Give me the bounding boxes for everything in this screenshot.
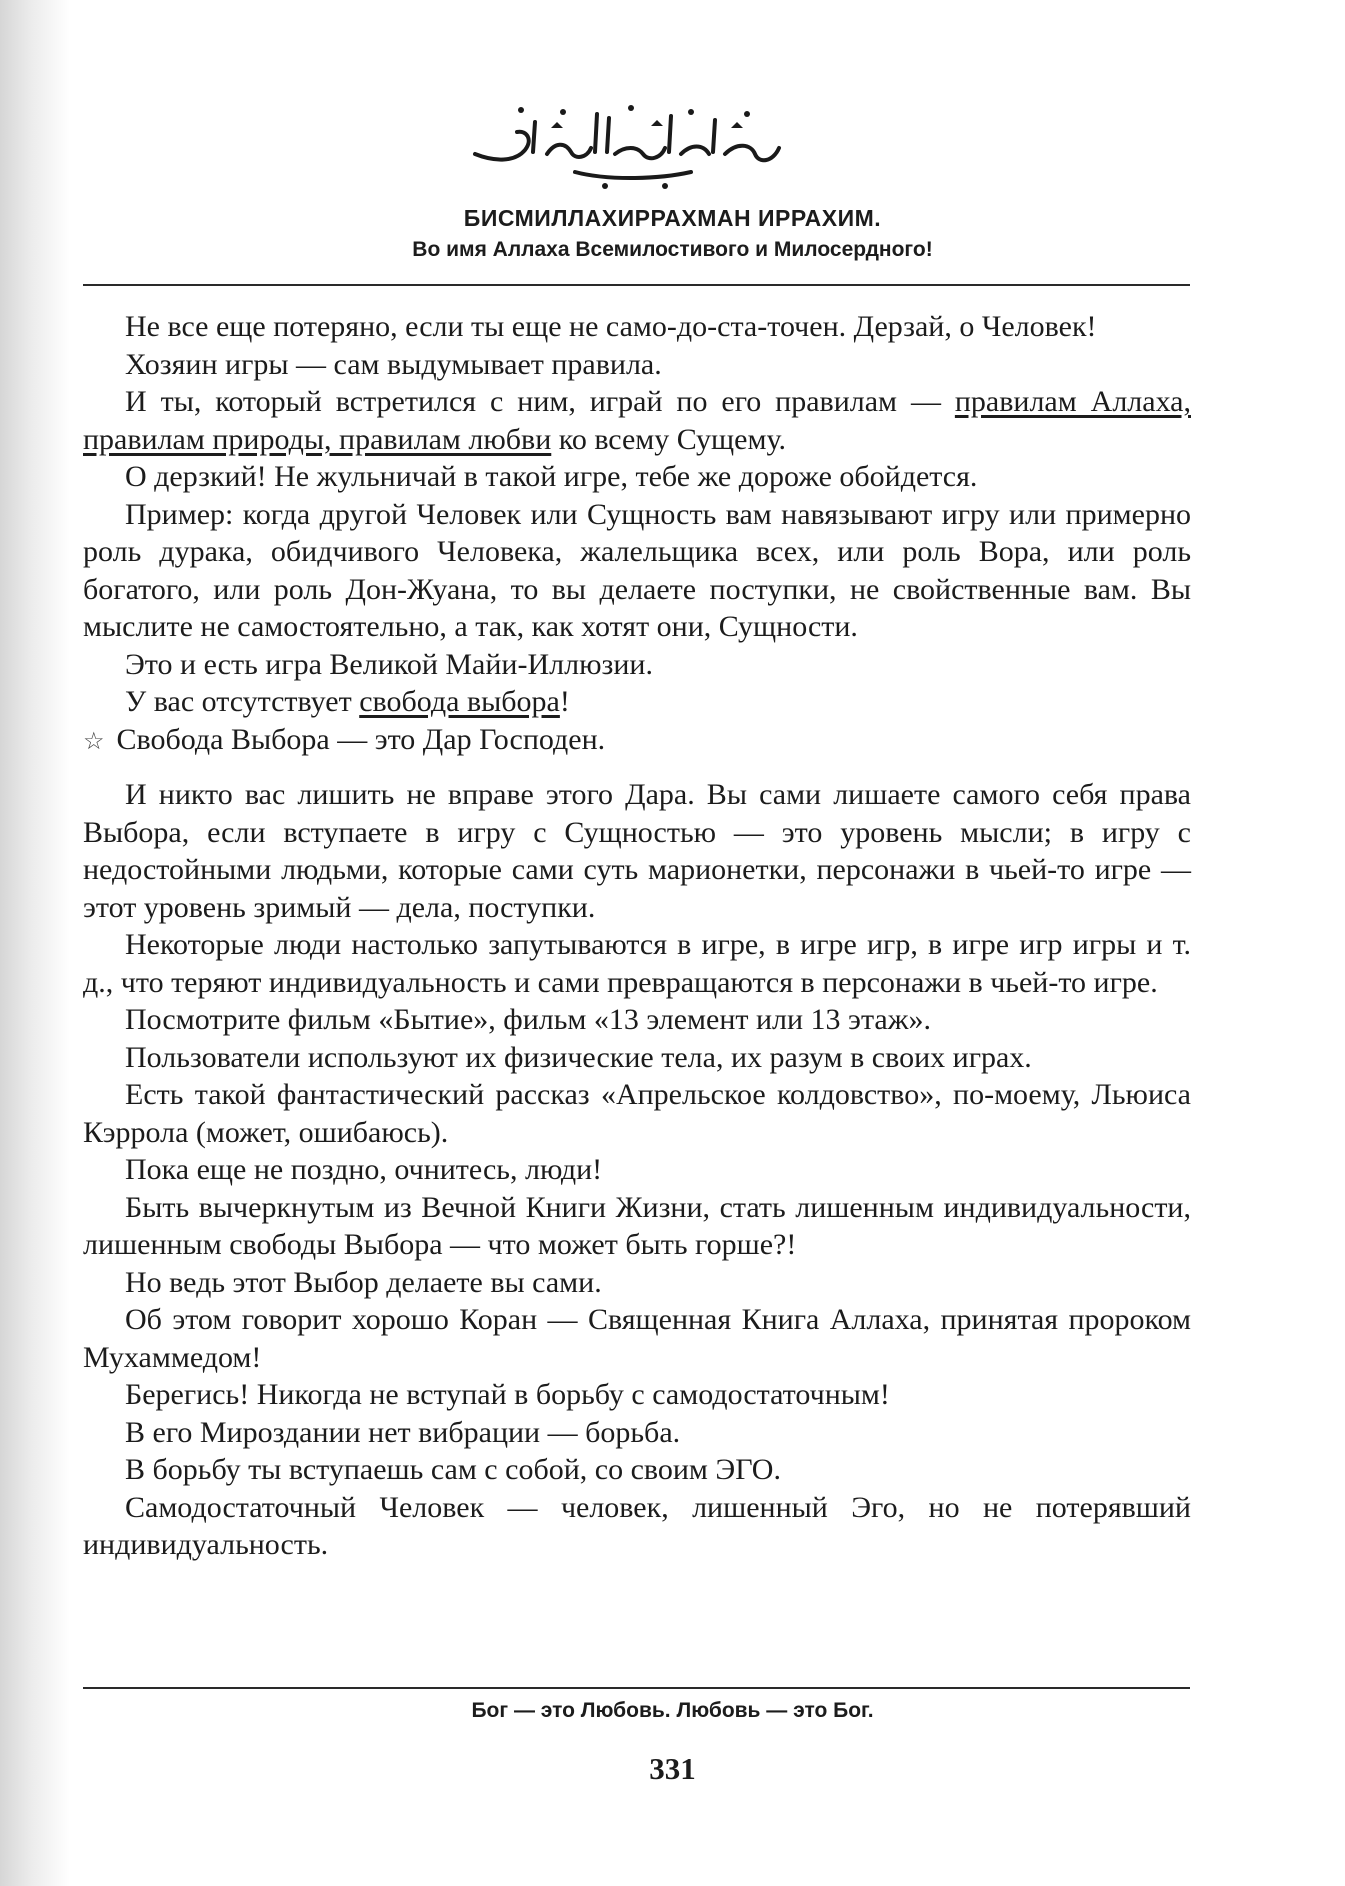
- paragraph: И никто вас лишить не вправе этого Дара. Вы сами лишаете самого себя права Выбора, если вступаете в игру с Сущностью — это уровень мысли; в игру с недостойными людьми, которые сами суть марионетки, персонажи в чьей-то игре — этот уровень зримый — дела, поступки.: [83, 778, 1191, 924]
- paragraph: [83, 383, 1191, 458]
- paragraph: Есть такой фантастический рассказ «Апрельское колдовство», по-моему, Льюиса Кэррола (может, ошибаюсь).: [83, 1078, 1191, 1149]
- underlined-phrase: свобода выбора: [359, 685, 560, 718]
- paragraph: В его Мироздании нет вибрации — борьба.: [125, 1415, 681, 1449]
- paragraph: Но ведь этот Выбор делаете вы сами.: [125, 1265, 602, 1299]
- page-number: 331: [649, 1751, 696, 1786]
- paragraph: Пока еще не поздно, очнитесь, люди!: [125, 1153, 603, 1186]
- paragraph: В борьбу ты вступаешь сам с собой, со своим ЭГО.: [125, 1453, 781, 1486]
- paragraph-text: ко всему Сущему.: [551, 422, 786, 456]
- header-divider: [83, 284, 1190, 286]
- page-header-subtitle: Во имя Аллаха Всемилостивого и Милосердного!: [412, 238, 933, 261]
- paragraph: [83, 721, 1191, 762]
- paragraph: Пример: когда другой Человек или Сущность вам навязывают игру или примерно роль дурака, обидчивого Человека, жалельщика всех, или роль Вора, или роль богатого, или роль Дон-Жуана, то вы делаете поступки, не свойственные вам. Вы мыслите не самостоятельно, а так, как хотят они, Сущности.: [83, 497, 1191, 643]
- paragraph: [83, 683, 1191, 721]
- paragraph: Посмотрите фильм «Бытие», фильм «13 элемент или 13 этаж».: [125, 1003, 931, 1036]
- paragraph: Берегись! Никогда не вступай в борьбу с самодостаточным!: [125, 1378, 890, 1411]
- paragraph: О дерзкий! Не жульничай в такой игре, тебе же дороже обойдется.: [125, 460, 978, 493]
- body-text: [83, 308, 1191, 1564]
- paragraph: Это и есть игра Великой Майи-Иллюзии.: [125, 647, 653, 681]
- page-footer-motto: Бог — это Любовь. Любовь — это Бог.: [471, 1699, 874, 1722]
- paragraph: Быть вычеркнутым из Вечной Книги Жизни, стать лишенным индивидуальности, лишенным свободы Выбора — что может быть горше?!: [83, 1190, 1191, 1261]
- underlined-phrase: правилам Аллаха, правилам природы, правилам любви: [83, 385, 1191, 456]
- star-icon: ☆: [83, 728, 105, 755]
- page-header-title: БИСМИЛЛАХИРРАХМАН ИРРАХИМ.: [463, 205, 882, 231]
- paragraph: Хозяин игры — сам выдумывает правила.: [125, 347, 662, 381]
- bismillah-calligraphy-icon: [455, 92, 795, 192]
- paragraph-text: И ты, который встретился с ним, играй по его правилам —: [125, 385, 955, 418]
- paragraph-text: Свобода Выбора — это Дар Господен.: [116, 722, 606, 756]
- paragraph: Самодостаточный Человек — человек, лишенный Эго, но не потерявший индивидуальность.: [83, 1490, 1191, 1561]
- paragraph-text: У вас отсутствует: [125, 685, 360, 718]
- paragraph-text: !: [559, 685, 570, 718]
- paragraph: Пользователи используют их физические тела, их разум в своих играх.: [125, 1040, 1032, 1074]
- paragraph: Не все еще потеряно, если ты еще не само-до-ста-точен. Дерзай, о Человек!: [125, 310, 1097, 343]
- footer-divider: [83, 1687, 1190, 1689]
- paragraph: Об этом говорит хорошо Коран — Священная Книга Аллаха, принятая пророком Мухаммедом!: [83, 1303, 1191, 1374]
- paragraph: Некоторые люди настолько запутываются в игре, в игре игр, в игре игр игры и т. д., что теряют индивидуальность и сами превращаются в персонажи в чьей-то игре.: [83, 928, 1191, 999]
